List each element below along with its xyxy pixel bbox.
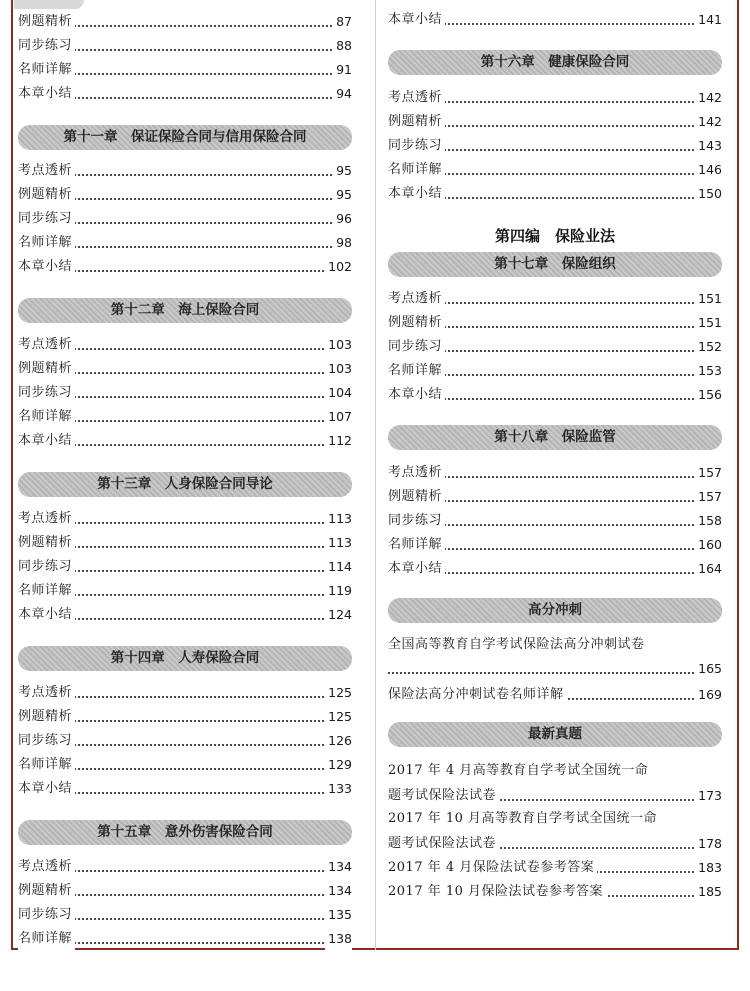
toc-entry[interactable]: 题考试保险法试卷 173 (388, 785, 722, 807)
toc-entry[interactable]: 例题精析 134 (18, 880, 352, 902)
page-decoration (14, 0, 84, 9)
toc-entry[interactable]: 同步练习 152 (388, 336, 722, 358)
toc-entry[interactable]: 本章小结 164 (388, 558, 722, 580)
toc-entry[interactable]: 例题精析 87 (18, 11, 352, 33)
chapter-heading-11[interactable]: 第十一章 保证保险合同与信用保险合同 (18, 125, 352, 150)
chapter-heading-15[interactable]: 第十五章 意外伤害保险合同 (18, 820, 352, 845)
toc-entry[interactable]: 考点透析 125 (18, 682, 352, 704)
toc-entry[interactable]: 例题精析 157 (388, 486, 722, 508)
toc-entry[interactable]: 考点透析 95 (18, 160, 352, 182)
toc-entry[interactable]: 例题精析 142 (388, 111, 722, 133)
toc-entry[interactable]: 同步练习 143 (388, 135, 722, 157)
toc-entry[interactable]: 名师详解 153 (388, 360, 722, 382)
toc-entry[interactable]: 名师详解 129 (18, 754, 352, 776)
section-heading-sprint[interactable]: 高分冲刺 (388, 598, 722, 623)
toc-entry[interactable]: 165 (388, 658, 722, 680)
toc-entry[interactable]: 名师详解 98 (18, 232, 352, 254)
toc-entry[interactable]: 考点透析 157 (388, 462, 722, 484)
toc-entry[interactable]: 例题精析 103 (18, 358, 352, 380)
toc-entry[interactable]: 本章小结 112 (18, 430, 352, 452)
section-heading-latest-exams[interactable]: 最新真题 (388, 722, 722, 747)
toc-entry[interactable]: 同步练习 126 (18, 730, 352, 752)
page-border-left (11, 0, 13, 950)
latest-exam-title[interactable]: 2017 年 10 月高等教育自学考试全国统一命 (388, 811, 658, 826)
toc-entry[interactable]: 考点透析 151 (388, 288, 722, 310)
toc-entry[interactable]: 2017 年 4 月保险法试卷参考答案 183 (388, 857, 722, 879)
toc-entry[interactable]: 名师详解 91 (18, 59, 352, 81)
toc-entry[interactable]: 本章小结 156 (388, 384, 722, 406)
toc-entry[interactable]: 考点透析 142 (388, 87, 722, 109)
toc-entry[interactable]: 名师详解 119 (18, 580, 352, 602)
toc-entry[interactable]: 同步练习 96 (18, 208, 352, 230)
toc-entry[interactable]: 本章小结 124 (18, 604, 352, 626)
part-title: 第四编 保险业法 (494, 227, 615, 245)
page-border-right (737, 0, 739, 950)
toc-entry[interactable]: 本章小结 141 (388, 9, 722, 31)
chapter-heading-16[interactable]: 第十六章 健康保险合同 (388, 50, 722, 75)
toc-entry[interactable]: 本章小结 150 (388, 183, 722, 205)
toc-entry[interactable]: 考点透析 113 (18, 508, 352, 530)
chapter-heading-12[interactable]: 第十二章 海上保险合同 (18, 298, 352, 323)
toc-entry[interactable]: 考点透析 103 (18, 334, 352, 356)
toc-entry[interactable]: 本章小结 102 (18, 256, 352, 278)
toc-entry[interactable]: 本章小结 94 (18, 83, 352, 105)
toc-entry[interactable]: 2017 年 10 月保险法试卷参考答案 185 (388, 881, 722, 903)
toc-entry[interactable]: 名师详解 160 (388, 534, 722, 556)
toc-entry[interactable]: 本章小结 133 (18, 778, 352, 800)
toc-entry[interactable]: 题考试保险法试卷 178 (388, 833, 722, 855)
sprint-paper-title[interactable]: 全国高等教育自学考试保险法高分冲刺试卷 (388, 637, 645, 652)
toc-entry[interactable]: 例题精析 113 (18, 532, 352, 554)
latest-exam-title[interactable]: 2017 年 4 月高等教育自学考试全国统一命 (388, 763, 649, 778)
chapter-heading-17[interactable]: 第十七章 保险组织 (388, 252, 722, 277)
column-divider (375, 0, 376, 950)
toc-entry[interactable]: 同步练习 114 (18, 556, 352, 578)
chapter-heading-13[interactable]: 第十三章 人身保险合同导论 (18, 472, 352, 497)
toc-entry[interactable]: 同步练习 104 (18, 382, 352, 404)
toc-entry[interactable]: 例题精析 125 (18, 706, 352, 728)
toc-entry[interactable]: 名师详解 138 (18, 928, 352, 950)
toc-entry[interactable]: 例题精析 151 (388, 312, 722, 334)
toc-entry[interactable]: 保险法高分冲刺试卷名师详解 169 (388, 684, 722, 706)
toc-entry[interactable]: 名师详解 146 (388, 159, 722, 181)
toc-entry[interactable]: 名师详解 107 (18, 406, 352, 428)
toc-entry[interactable]: 同步练习 88 (18, 35, 352, 57)
chapter-heading-18[interactable]: 第十八章 保险监管 (388, 425, 722, 450)
toc-entry[interactable]: 考点透析 134 (18, 856, 352, 878)
chapter-heading-14[interactable]: 第十四章 人寿保险合同 (18, 646, 352, 671)
toc-entry[interactable]: 例题精析 95 (18, 184, 352, 206)
toc-entry[interactable]: 同步练习 135 (18, 904, 352, 926)
toc-entry[interactable]: 同步练习 158 (388, 510, 722, 532)
